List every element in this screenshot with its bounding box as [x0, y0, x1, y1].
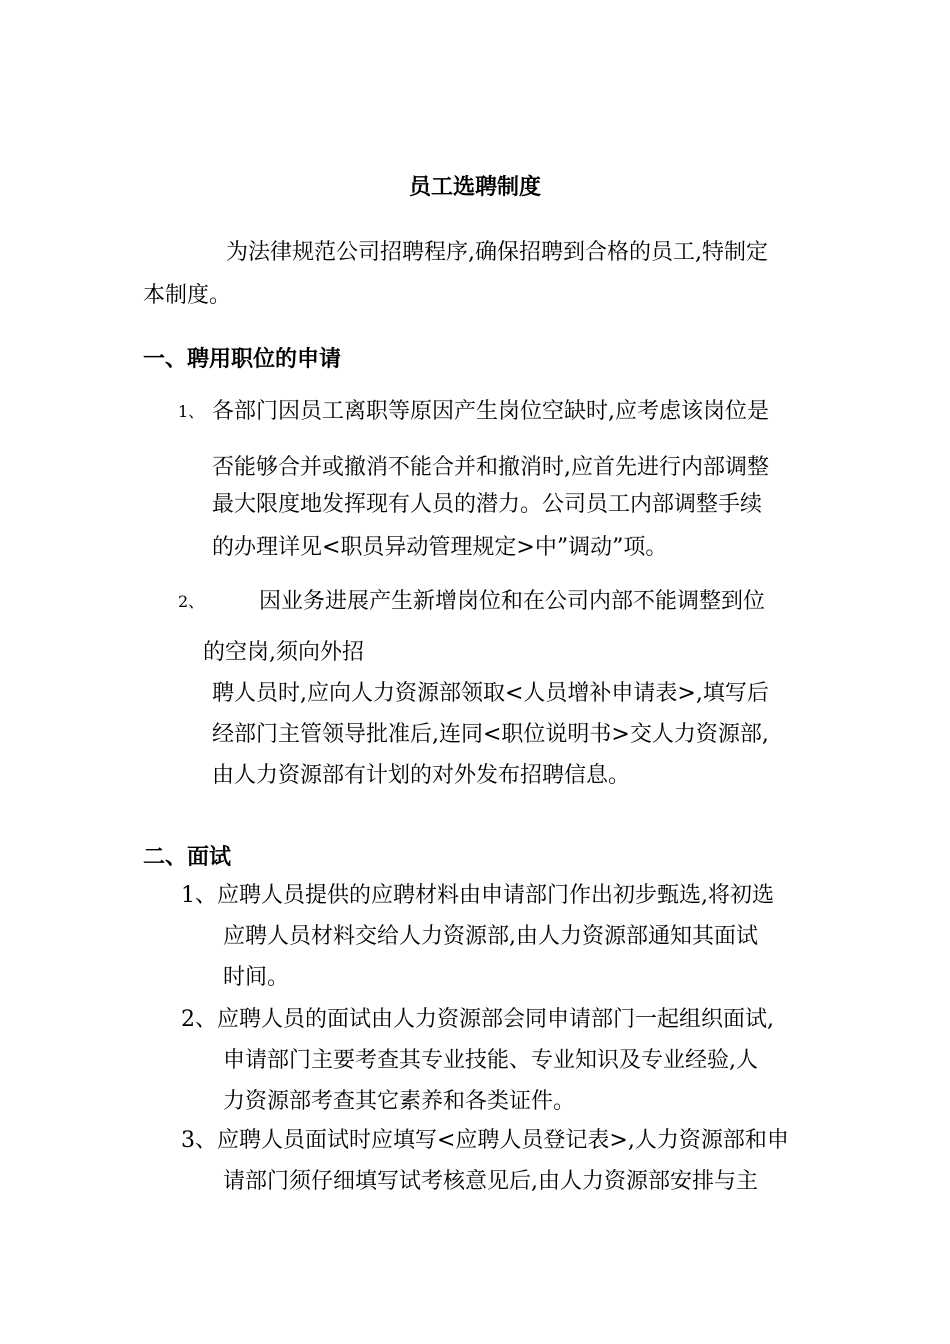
section-1-item-1-line: 各部门因员工离职等原因产生岗位空缺时,应考虑该岗位是	[212, 399, 769, 424]
section-2-item-1-line: 时间。	[223, 965, 290, 990]
section-2-item-2-line: 申请部门主要考查其专业技能、专业知识及专业经验,人	[223, 1048, 758, 1073]
document-title: 员工选聘制度	[408, 174, 541, 200]
section-2-item-2-number: 2、	[181, 1007, 217, 1032]
section-1-item-1-line: 最大限度地发挥现有人员的潜力。公司员工内部调整手续	[212, 492, 763, 517]
section-1-item-2-number: 2、	[178, 592, 205, 611]
section-2-item-2-line: 力资源部考查其它素养和各类证件。	[223, 1089, 576, 1114]
section-2-item-2-line: 应聘人员的面试由人力资源部会同申请部门一起组织面试,	[217, 1007, 774, 1032]
section-2-heading: 二、面试	[143, 844, 232, 870]
section-2-item-3-line: 应聘人员面试时应填写<应聘人员登记表>,人力资源部和申	[217, 1128, 789, 1153]
section-1-item-1-line: 否能够合并或撤消不能合并和撤消时,应首先进行内部调整	[212, 455, 769, 480]
section-2-item-1-line: 应聘人员材料交给人力资源部,由人力资源部通知其面试	[223, 924, 758, 949]
section-2-item-1-number: 1、	[181, 883, 217, 908]
section-1-heading: 一、聘用职位的申请	[143, 346, 342, 372]
intro-line-1: 为法律规范公司招聘程序,确保招聘到合格的员工,特制定	[226, 240, 768, 265]
section-1-item-1-number: 1、	[178, 402, 205, 421]
section-1-item-2-line: 聘人员时,应向人力资源部领取<人员增补申请表>,填写后	[212, 681, 769, 706]
section-1-item-2-line: 经部门主管领导批准后,连同<职位说明书>交人力资源部,	[212, 722, 769, 747]
section-1-item-2-line: 因业务进展产生新增岗位和在公司内部不能调整到位	[259, 589, 766, 614]
section-1-item-2-line: 的空岗,须向外招	[203, 640, 364, 665]
section-1-item-2-line: 由人力资源部有计划的对外发布招聘信息。	[212, 763, 631, 788]
section-1-item-1-line: 的办理详见<职员异动管理规定>中”调动”项。	[212, 535, 668, 560]
intro-line-2: 本制度。	[143, 283, 232, 308]
section-2-item-1-line: 应聘人员提供的应聘材料由申请部门作出初步甄选,将初选	[217, 883, 774, 908]
section-2-item-3-number: 3、	[181, 1128, 217, 1153]
section-2-item-3-line: 请部门须仔细填写试考核意见后,由人力资源部安排与主	[223, 1169, 758, 1194]
